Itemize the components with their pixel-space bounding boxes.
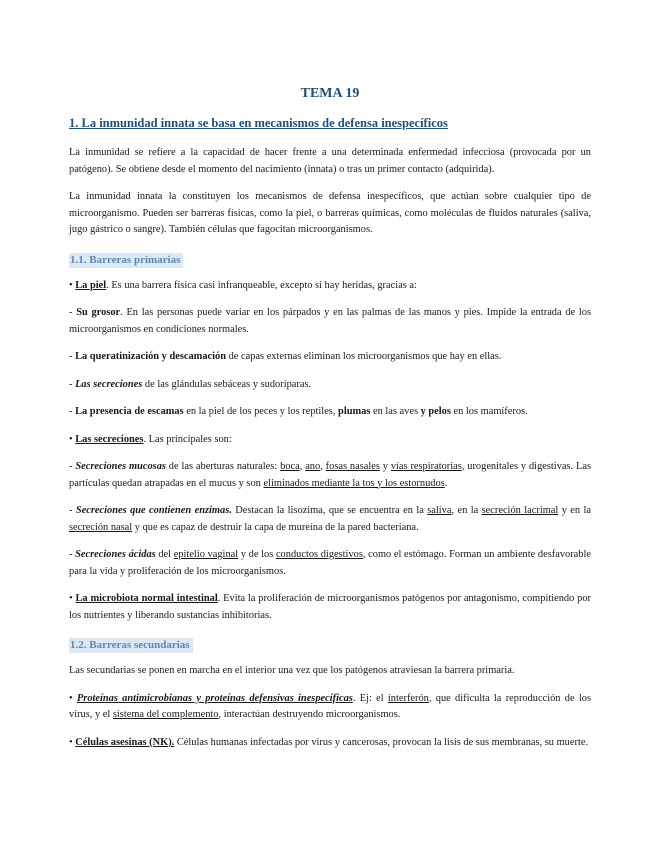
text: y en la	[558, 505, 592, 516]
bullet: •	[69, 692, 77, 704]
bullet: •	[69, 433, 76, 445]
acidas-paragraph	[69, 547, 591, 580]
enzimas-paragraph	[69, 503, 591, 536]
text: del	[155, 549, 174, 560]
text: , que dificulta la reproducción de los virus, y el	[69, 692, 591, 720]
text: en los mamíferos.	[450, 406, 528, 417]
term-secrecion-nasal: secreción nasal	[69, 521, 133, 533]
text: , como el estómago. Forman un ambiente desfavorable para la vida y proliferación de los microorganismos.	[69, 549, 591, 577]
secundarias-intro-paragraph: Las secundarias se ponen en marcha en el interior una vez que los patógenos atraviesan la barrera primaria.	[69, 665, 515, 676]
text: de las aberturas naturales:	[165, 461, 281, 472]
queratinizacion-paragraph	[69, 349, 591, 366]
section-1-1-heading: 1.1. Barreras primarias	[69, 253, 183, 268]
section-1-heading: 1. La inmunidad innata se basa en mecanismos de defensa inespecíficos	[69, 116, 448, 130]
mucosas-paragraph	[69, 459, 591, 492]
proteinas-paragraph	[69, 691, 591, 724]
secreciones-paragraph	[69, 432, 591, 449]
dash: -	[69, 351, 76, 362]
text: en las aves	[370, 406, 421, 417]
dash: -	[69, 505, 76, 516]
term-acidas: Secreciones ácidas	[75, 549, 156, 560]
intro-paragraph-2: La inmunidad innata la constituyen los mecanismos de defensa inespecíficos, que actúan sobre cualquier tipo de microorganismo. Pueden ser barreras físicas, como la piel, o barreras químicas, como moléculas de fluidos naturales (saliva, jugo gástrico o sangre). También células que fagocitan microorganismos.	[69, 191, 591, 235]
term-boca: boca	[280, 461, 300, 472]
piel-paragraph	[69, 278, 591, 295]
text: Células humanas infectadas por virus y cancerosas, provocan la lisis de sus membranas, su muerte.	[174, 736, 589, 748]
text: , urogenitales y digestivas. Las partículas quedan atrapadas en el mucus y son	[69, 461, 592, 489]
term-vias-respiratorias: vías respiratorias	[390, 461, 462, 472]
term-epitelio-vaginal: epitelio vaginal	[173, 549, 239, 560]
dash: -	[69, 307, 77, 318]
dash: -	[69, 461, 76, 472]
term-pelos: y pelos	[420, 406, 451, 417]
page-title: TEMA 19	[300, 86, 360, 101]
text: . Ej: el	[352, 692, 388, 704]
text: . Es una barrera física casi infranqueable, excepto si hay heridas, gracias a:	[106, 279, 417, 291]
term-secreciones-glandulas: Las secreciones	[75, 378, 143, 390]
text: , interactúan destruyendo microorganismos.	[218, 709, 401, 720]
term-ano: ano	[305, 461, 321, 472]
term-sistema-complemento: sistema del complemento	[112, 709, 219, 720]
dash: -	[69, 378, 76, 390]
text: .	[444, 477, 448, 489]
term-eliminados: eliminados mediante la tos y los estornudos	[263, 477, 445, 489]
text: y que es capaz de destruir la capa de mureína de la pared bacteriana.	[132, 521, 419, 533]
term-saliva: saliva	[427, 505, 452, 516]
term-enzimas: Secreciones que contienen enzimas.	[75, 505, 232, 516]
term-grosor: Su grosor	[76, 307, 121, 318]
term-plumas: plumas	[338, 406, 371, 417]
text: ,	[299, 461, 306, 472]
text: y de los	[238, 549, 276, 560]
dash: -	[69, 549, 76, 560]
term-mucosas: Secreciones mucosas	[75, 461, 166, 472]
text: . Evita la proliferación de microorganismos patógenos por antagonismo, compitiendo por los nutrientes y liberando sustancias inhibitorias.	[69, 593, 591, 621]
term-piel: La piel	[75, 279, 107, 291]
term-interferon: interferón	[387, 692, 429, 704]
term-escamas: La presencia de escamas	[75, 406, 184, 417]
text: de capas externas eliminan los microorganismos que hay en ellas.	[226, 351, 502, 362]
section-1-2-heading: 1.2. Barreras secundarias	[69, 638, 193, 653]
text: Destacan la lisozima, que se encuentra en la	[231, 505, 428, 516]
nk-paragraph	[69, 735, 591, 752]
term-secreciones: Las secreciones	[75, 433, 144, 445]
bullet: •	[69, 736, 76, 748]
bullet: •	[69, 593, 76, 604]
intro-paragraph-1: La inmunidad se refiere a la capacidad de hacer frente a una determinada enfermedad infecciosa (provocada por un patógeno). Se obtiene desde el momento del nacimiento (innata) o tras un primer contacto (adquirida).	[69, 147, 591, 175]
term-conductos-digestivos: conductos digestivos	[275, 549, 363, 560]
escamas-paragraph	[69, 404, 591, 421]
text: de las glándulas sebáceas y sudoríparas.	[142, 378, 312, 390]
secreciones-glandulas-paragraph	[69, 377, 591, 394]
term-fosas-nasales: fosas nasales	[325, 461, 380, 472]
term-secrecion-lacrimal: secreción lacrimal	[481, 505, 559, 516]
text: y	[379, 461, 391, 472]
term-proteinas: Proteínas antimicrobianas y proteínas defensivas inespecíficas	[76, 692, 353, 704]
term-microbiota: La microbiota normal intestinal	[75, 593, 218, 604]
text: en la piel de los peces y los reptiles,	[183, 406, 339, 417]
bullet: •	[69, 279, 76, 291]
text: . Las principales son:	[143, 433, 232, 445]
term-nk: Células asesinas (NK).	[75, 736, 175, 748]
text: . En las personas puede variar en los párpados y en las palmas de las manos y pies. Impide la entrada de los microorganismos en condiciones normales.	[69, 307, 591, 335]
text: ,	[320, 461, 326, 472]
term-queratinizacion: La queratinización y descamación	[75, 351, 227, 362]
dash: -	[69, 406, 76, 417]
microbiota-paragraph	[69, 591, 591, 624]
grosor-paragraph	[69, 305, 591, 338]
text: , en la	[451, 505, 482, 516]
